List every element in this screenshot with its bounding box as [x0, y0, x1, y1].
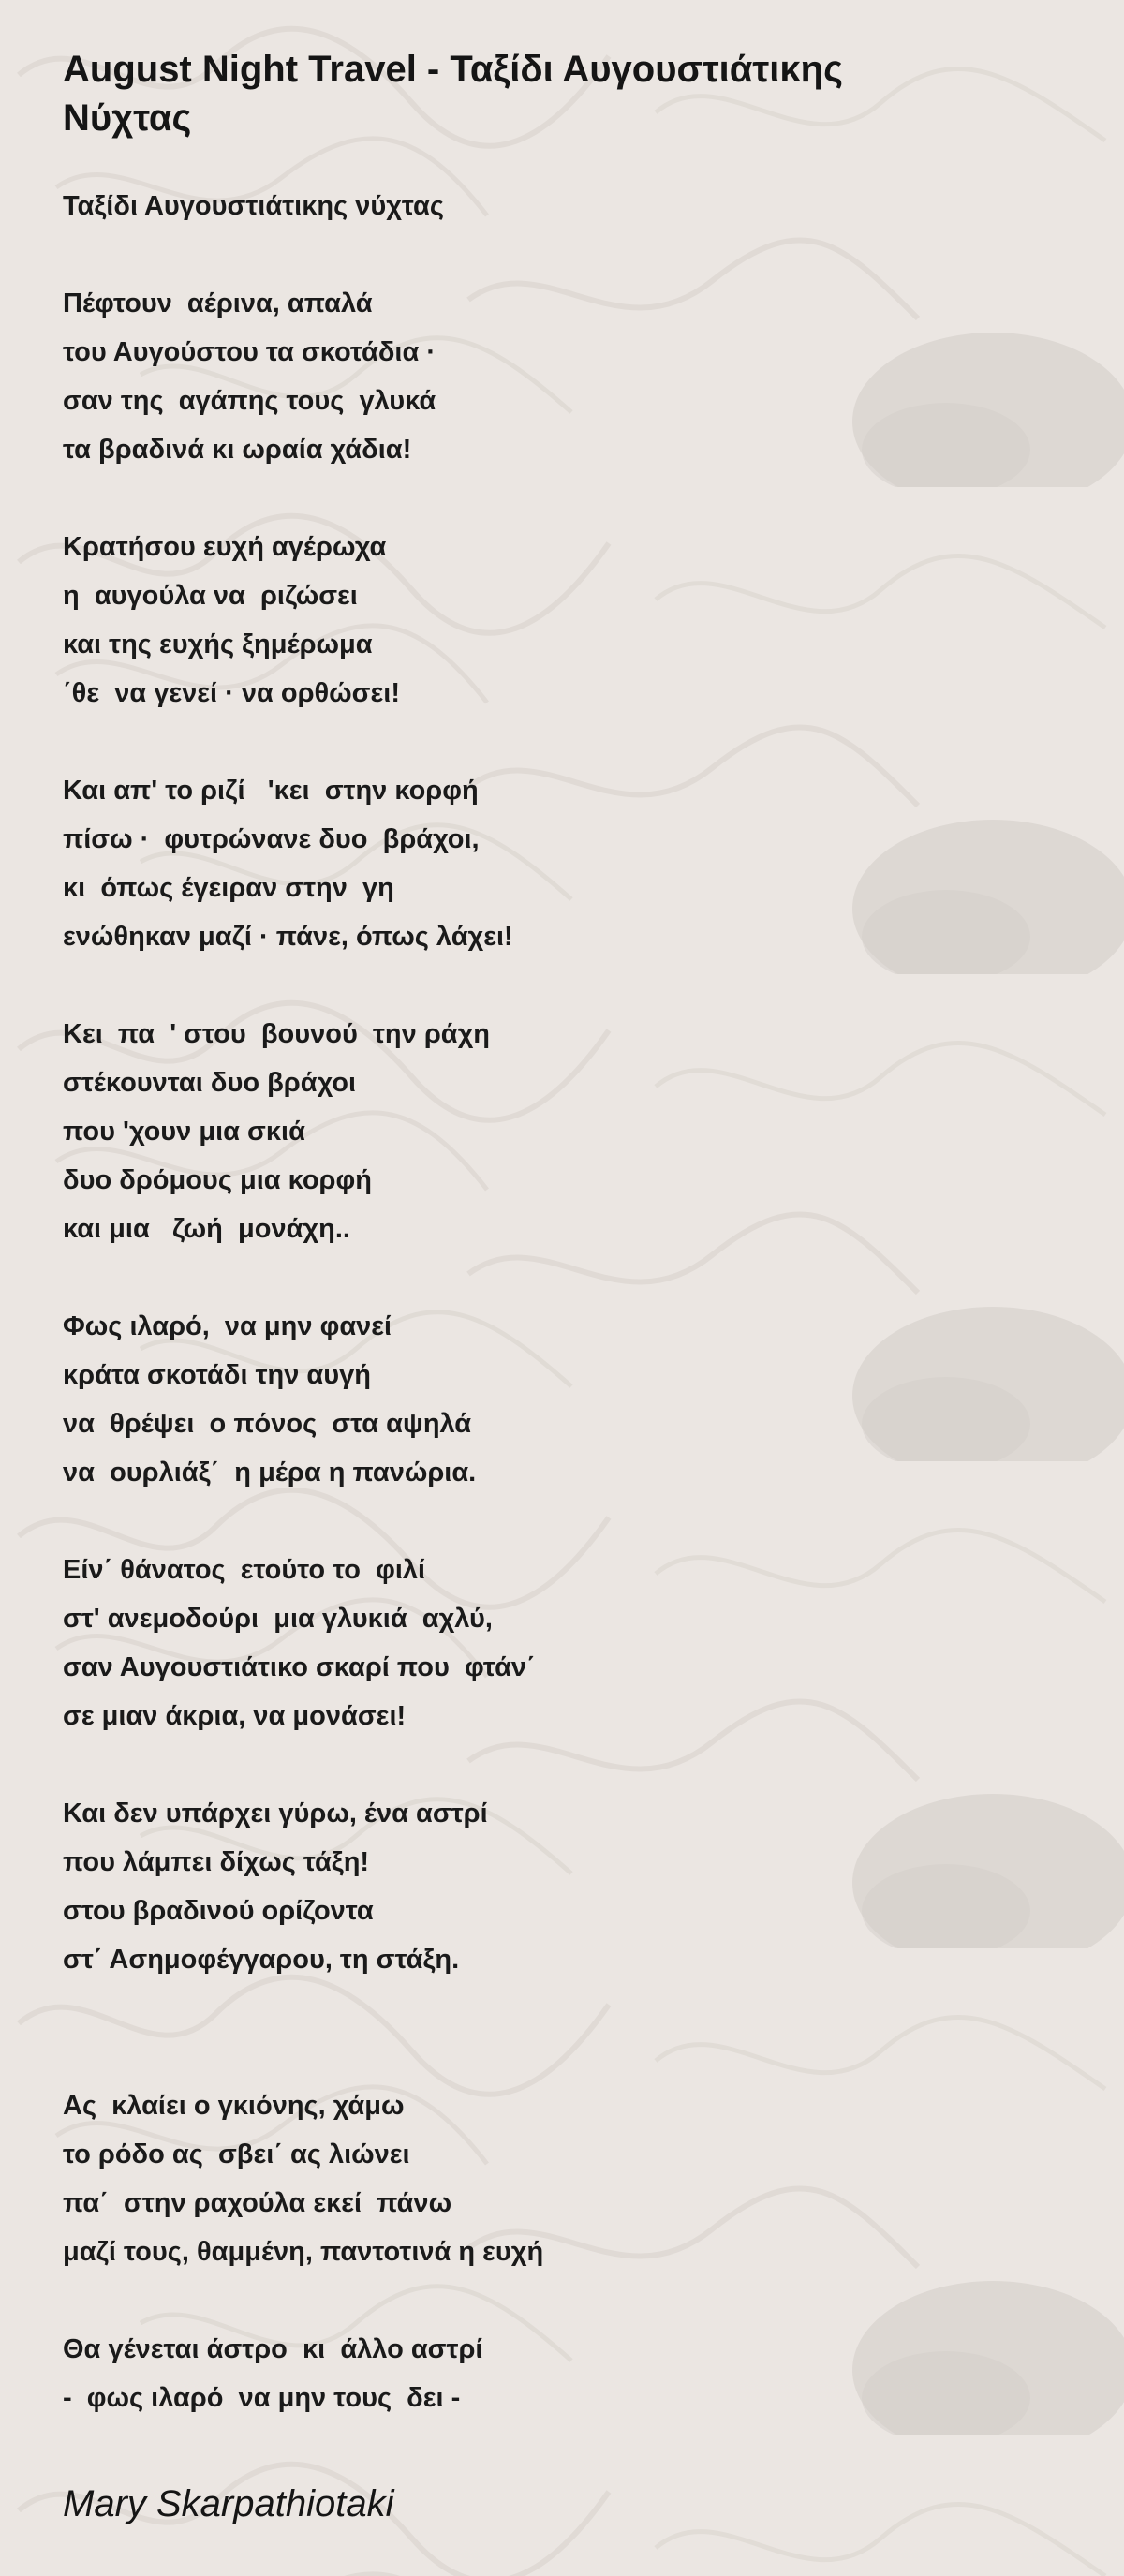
poem-author: Mary Skarpathiotaki [63, 2483, 394, 2524]
stanza-8 [63, 2081, 1056, 2276]
stanza-6 [63, 1546, 1056, 1740]
poem-line: δυο δρόμους μια κορφή [63, 1165, 372, 1195]
poem-line: στ' ανεμοδούρι μια γλυκιά αχλύ, [63, 1604, 493, 1634]
poem-line: σαν της αγάπης τους γλυκά [63, 386, 436, 416]
poem-line: Ας κλαίει ο γκιόνης, χάμω [63, 2091, 405, 2121]
poem-line: Και απ' το ριζί 'κει στην κορφή [63, 776, 479, 806]
stanza-2 [63, 523, 1056, 718]
poem-line: - φως ιλαρό να μην τους δει - [63, 2383, 461, 2413]
poem-line: σαν Αυγουστιάτικο σκαρί που φτάν΄ [63, 1652, 536, 1682]
poem-line: και της ευχής ξημέρωμα [63, 629, 373, 659]
poem-line: να θρέψει ο πόνος στα αψηλά [63, 1409, 472, 1439]
stanza-7 [63, 1789, 1056, 1984]
poem-line: Φως ιλαρό, να μην φανεί [63, 1311, 392, 1341]
poem-line: που λάμπει δίχως τάξη! [63, 1847, 370, 1877]
poem-line: μαζί τους, θαμμένη, παντοτινά η ευχή [63, 2237, 544, 2267]
stanza-9 [63, 2325, 1056, 2422]
poem-title-line-1: August Night Travel - Ταξίδι Αυγουστιάτικης [63, 49, 843, 90]
poem-line: τα βραδινά κι ωραία χάδια! [63, 435, 412, 465]
poem-line: πα΄ στην ραχούλα εκεί πάνω [63, 2188, 452, 2218]
poem-line: κι όπως έγειραν στην γη [63, 873, 394, 903]
poem-line: στέκουνται δυο βράχοι [63, 1068, 356, 1098]
poem-line: Θα γένεται άστρο κι άλλο αστρί [63, 2334, 483, 2364]
poem-body [63, 279, 1056, 2422]
poem-line: κράτα σκοτάδι την αυγή [63, 1360, 371, 1390]
poem-line: στ΄ Ασημοφέγγαρου, τη στάξη. [63, 1945, 460, 1975]
poem-line: το ρόδο ας σβει΄ ας λιώνει [63, 2139, 410, 2169]
stanza-5 [63, 1302, 1056, 1497]
poem-line: η αυγούλα να ριζώσει [63, 581, 358, 611]
poem-line: σε μιαν άκρια, να μονάσει! [63, 1701, 407, 1731]
poem-line: Και δεν υπάρχει γύρω, ένα αστρί [63, 1799, 488, 1828]
poem-line: Κρατήσου ευχή αγέρωχα [63, 532, 387, 562]
poem-line: στου βραδινού ορίζοντα [63, 1896, 374, 1926]
poem-line: Πέφτουν αέρινα, απαλά [63, 289, 373, 318]
poem-line: πίσω · φυτρώνανε δυο βράχοι, [63, 824, 480, 854]
stanza-3 [63, 766, 1056, 961]
poem-container [63, 45, 1056, 2471]
poem-title-line-2: Νύχτας [63, 97, 192, 139]
poem-line: που 'χουν μια σκιά [63, 1117, 305, 1147]
poem-line: του Αυγούστου τα σκοτάδια · [63, 337, 436, 367]
poem-line: να ουρλιάξ΄ η μέρα η πανώρια. [63, 1458, 477, 1488]
poem-title [63, 45, 1056, 142]
stanza-1 [63, 279, 1056, 474]
stanza-4 [63, 1010, 1056, 1253]
poem-line: ενώθηκαν μαζί · πάνε, όπως λάχει! [63, 922, 513, 952]
poem-line: Είν΄ θάνατος ετούτο το φιλί [63, 1555, 426, 1585]
poem-line: Κει πα ' στου βουνού την ράχη [63, 1019, 490, 1049]
poem-subtitle: Ταξίδι Αυγουστιάτικης νύχτας [63, 191, 444, 221]
poem-line: και μια ζωή μονάχη.. [63, 1214, 350, 1244]
poem-line: ΄θε να γενεί · να ορθώσει! [63, 678, 400, 708]
